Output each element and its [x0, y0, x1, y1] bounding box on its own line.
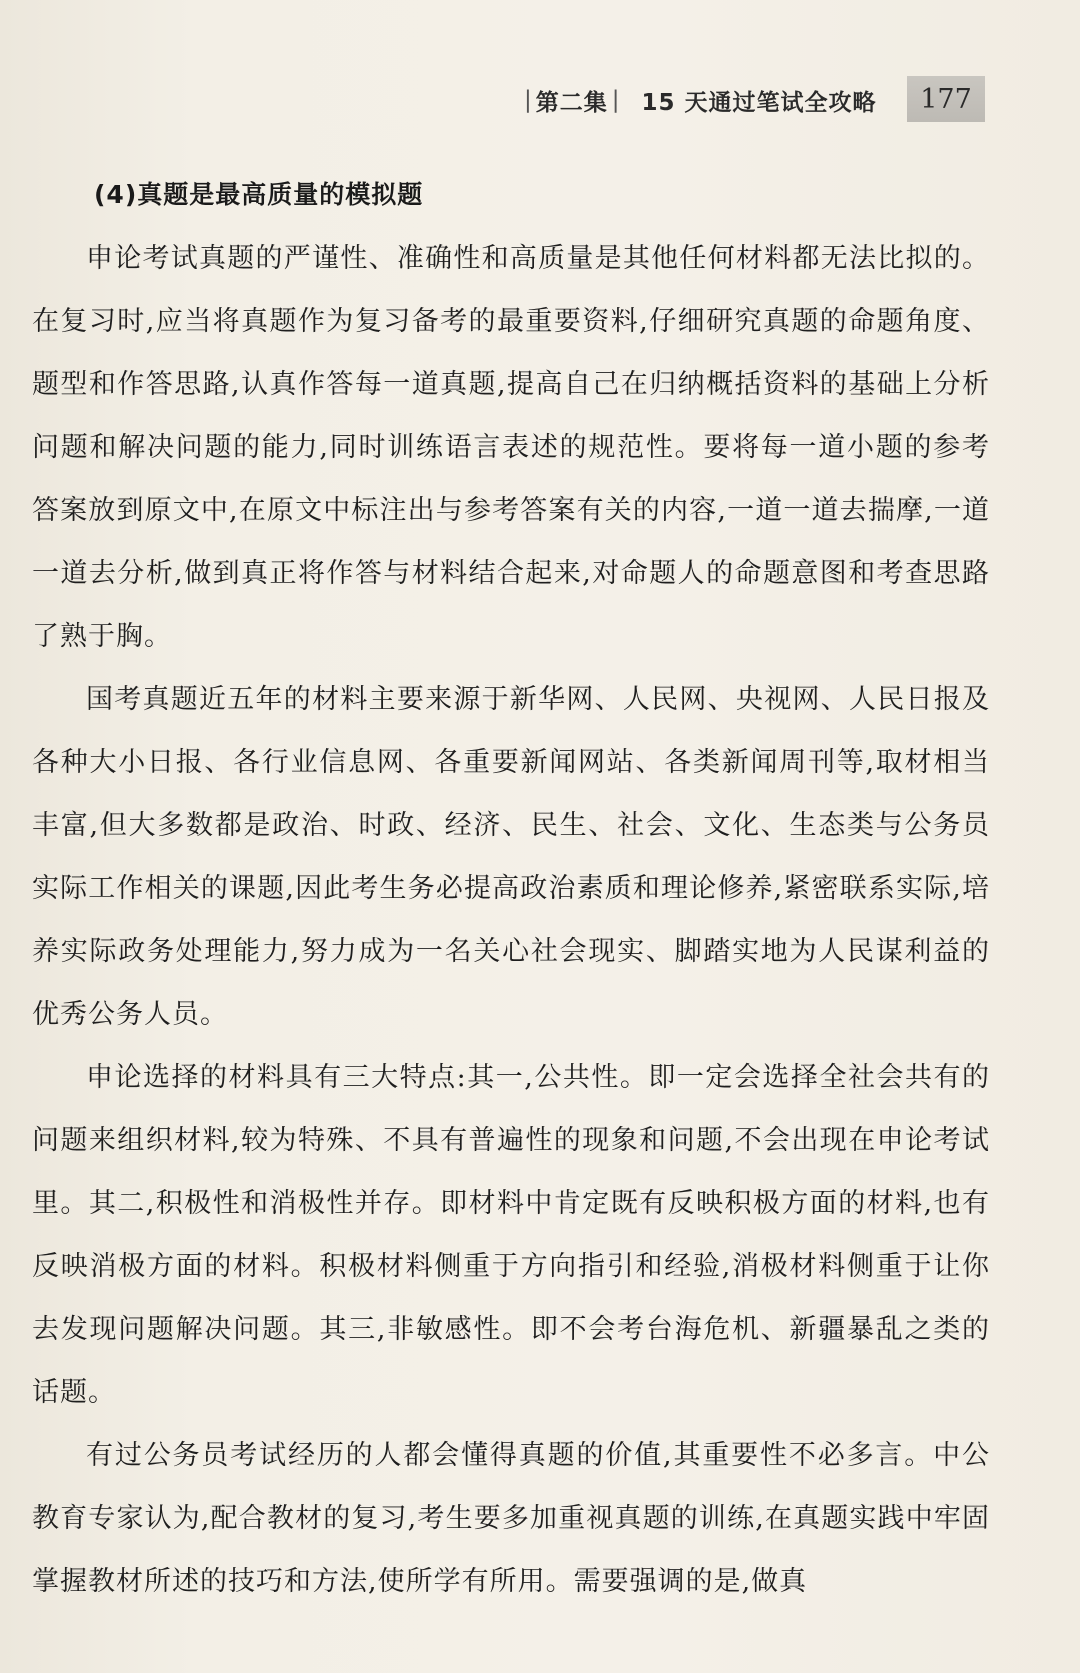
paragraph: 有过公务员考试经历的人都会懂得真题的价值,其重要性不必多言。中公教育专家认为,配合教材的复习,考生要多加重视真题的训练,在真题实践中牢固掌握教材所述的技巧和方法,使所学有所用。需要强调的是,做真	[32, 1440, 990, 1597]
header-collection: 第二集	[535, 89, 608, 116]
section-heading: (4)真题是最高质量的模拟题	[94, 180, 424, 209]
header-book-title: 15 天通过笔试全攻略	[641, 89, 877, 116]
paragraph: 申论考试真题的严谨性、准确性和高质量是其他任何材料都无法比拟的。在复习时,应当将真题作为复习备考的最重要资料,仔细研究真题的命题角度、题型和作答思路,认真作答每一道真题,提高自己在归纳概括资料的基础上分析问题和解决问题的能力,同时训练语言表述的规范性。要将每一道小题的参考答案放到原文中,在原文中标注出与参考答案有关的内容,一道一道去揣摩,一道一道去分析,做到真正将作答与材料结合起来,对命题人的命题意图和考查思路了熟于胸。	[32, 243, 990, 652]
paragraph: 国考真题近五年的材料主要来源于新华网、人民网、央视网、人民日报及各种大小日报、各行业信息网、各重要新闻网站、各类新闻周刊等,取材相当丰富,但大多数都是政治、时政、经济、民生、社会、文化、生态类与公务员实际工作相关的课题,因此考生务必提高政治素质和理论修养,紧密联系实际,培养实际政务处理能力,努力成为一名关心社会现实、脚踏实地为人民谋利益的优秀公务人员。	[32, 684, 990, 1030]
page-number: 177	[907, 76, 985, 122]
paragraph: 申论选择的材料具有三大特点:其一,公共性。即一定会选择全社会共有的问题来组织材料,较为特殊、不具有普遍性的现象和问题,不会出现在申论考试里。其二,积极性和消极性并存。即材料中肯定既有反映积极方面的材料,也有反映消极方面的材料。积极材料侧重于方向指引和经验,消极材料侧重于让你去发现问题解决问题。其三,非敏感性。即不会考台海危机、新疆暴乱之类的话题。	[32, 1062, 990, 1408]
header-separator: |	[524, 87, 532, 113]
header-separator: |	[611, 87, 620, 113]
page-content	[32, 165, 990, 1613]
